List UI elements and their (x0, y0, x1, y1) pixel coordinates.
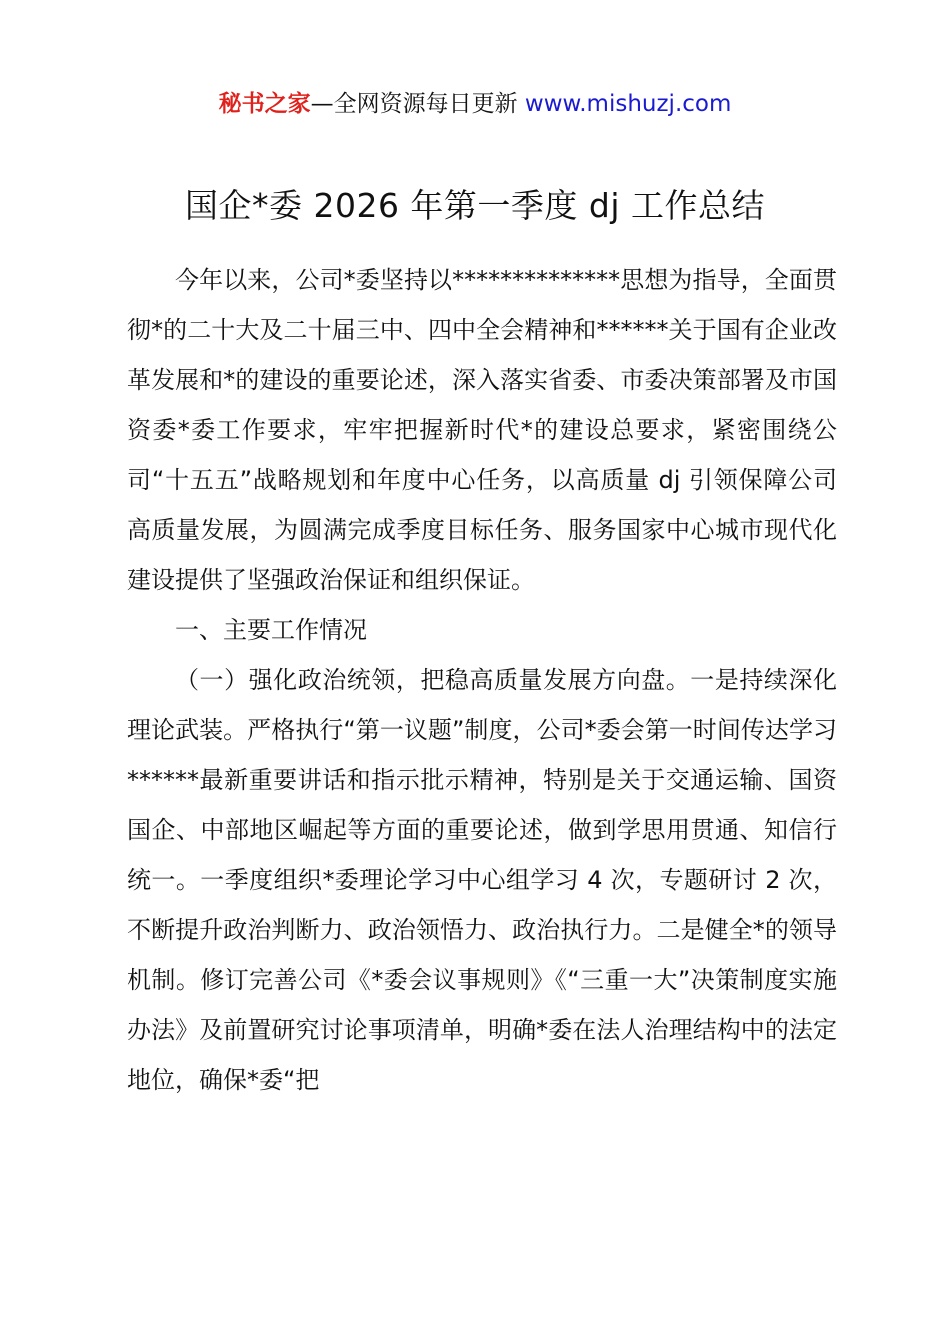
paragraph-section-1: （一）强化政治统领，把稳高质量发展方向盘。一是持续深化理论武装。严格执行“第一议题”制度，公司*委会第一时间传达学习******最新重要讲话和指示批示精神，特别是关于交通运输、国资国企、中部地区崛起等方面的重要论述，做到学思用贯通、知信行统一。一季度组织*委理论学习中心组学习 4 次，专题研讨 2 次，不断提升政治判断力、政治领悟力、政治执行力。二是健全*的领导机制。修订完善公司《*委会议事规则》《“三重一大”决策制度实施办法》及前置研究讨论事项清单，明确*委在法人治理结构中的法定地位，确保*委“把 (127, 666, 837, 1094)
section-heading: 一、主要工作情况 (175, 616, 367, 644)
watermark-header (0, 86, 950, 122)
header-tagline: —全网资源每日更新 (310, 91, 525, 117)
document-title: 国企*委 2026 年第一季度 dj 工作总结 (184, 186, 766, 225)
header-url-link[interactable]: www.mishuzj.com (524, 91, 732, 117)
document-body (127, 255, 837, 1105)
paragraph-intro: 今年以来，公司*委坚持以**************思想为指导，全面贯彻*的二十大及二十届三中、四中全会精神和******关于国有企业改革发展和*的建设的重要论述，深入落实省委、市委决策部署及市国资委*委工作要求，牢牢把握新时代*的建设总要求，紧密围绕公司“十五五”战略规划和年度中心任务，以高质量 dj 引领保障公司高质量发展，为圆满完成季度目标任务、服务国家中心城市现代化建设提供了坚强政治保证和组织保证。 (127, 266, 837, 594)
header-brand: 秘书之家 (218, 91, 311, 117)
